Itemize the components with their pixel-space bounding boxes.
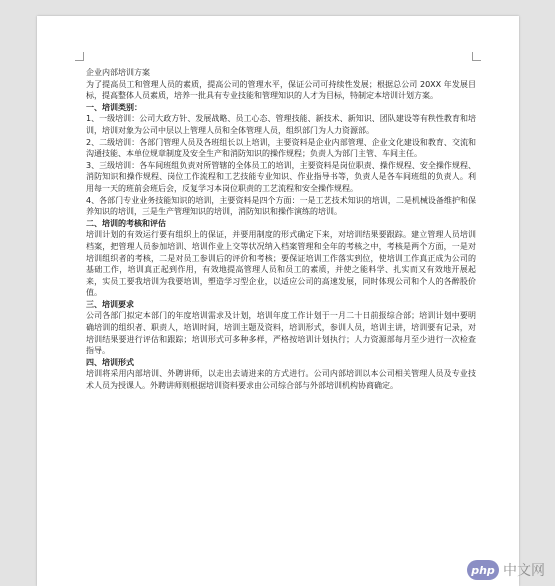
body-paragraph: 3、三级培训：各车间班组负责对所管辖的全体员工的培训，主要资料是岗位职责、操作规程、安全操作规程、消防知识和操作规程、岗位工作流程和工艺技能专业知识、作业指导书等，负责人是各车间班组的负责人。利用每一天的班前会班后会，反复学习本岗位职责的工艺流程和安全操作规程。 [86, 160, 476, 193]
document-title: 企业内部培训方案 [86, 68, 150, 77]
body-paragraph: 1、一级培训：公司大政方针、发展战略、员工心态、管理技能、新技术、新知识、团队建设等有秩性教育和培训，培训对象为公司中层以上管理人员和全体管理人员，组织部门为人力资源部。 [86, 114, 476, 135]
body-paragraph: 培训将采用内部培训、外聘讲师，以走出去请进来的方式进行。公司内部培训以本公司相关管理人员及专业技术人员为授课人。外聘讲师则根据培训资料要求由公司综合部与外部培训机构协商确定。 [86, 369, 476, 391]
margin-marker-top-right [472, 52, 481, 61]
body-paragraph: 为了提高员工和管理人员的素质，提高公司的管理水平，保证公司可持续性发展；根据总公司 20XX 年发展目标，提高整体人员素质，培养一批具有专业技能和管理知识的人才为目标，特制定本培训计划方案。 [86, 79, 476, 101]
body-paragraph: 公司各部门拟定本部门的年度培训需求及计划，培训年度工作计划于一月二十日前报综合部；培训计划中要明确培训的组织者、职责人，培训时间，培训主题及资料，培训形式，参训人员，培训主讲，培训要有记录，对培训结果要进行评估和跟踪；培训形式可多种多样，严格按培训计划执行；人力资源部每月至少进行一次检查指导。 [86, 311, 476, 356]
section-heading: 四、培训形式 [86, 357, 134, 367]
margin-marker-top-left [75, 52, 84, 61]
document-page [37, 16, 519, 586]
section-heading: 三、培训要求 [86, 299, 134, 309]
document-body[interactable] [86, 67, 476, 392]
body-paragraph: 2、二级培训：各部门管理人员及各班组长以上培训，主要资料是企业内部管理、企业文化建设和教育、交流和沟通技能、本单位规章制度及安全生产和消防知识的操作规程；负责人为部门主管、车间主任。 [86, 137, 476, 159]
watermark-site-text: 中文网 [503, 563, 545, 579]
section-heading: 二、培训的考核和评估 [86, 218, 166, 228]
body-paragraph: 4、各部门专业业务技能知识的培训，主要资料是四个方面：一是工艺技术知识的培训，二是机械设备维护和保养知识的培训，三是生产管理知识的培训，消防知识和操作演练的培训。 [86, 195, 476, 217]
body-paragraph: 培训计划的有效运行要有组织上的保证，并要用制度的形式确定下来，对培训结果要跟踪。建立管理人员培训档案，把管理人员参加培训、培训作业上交等状况纳入档案管理和全年的考核之中，考核是两个方面，一是对培训组织者的考核，二是对员工参训后的评价和考核；要保证培训工作落实到位，使培训工作真正成为公司的基础工作，培训真正起到作用，有效地提高管理人员和员工的素质，并使之能料学、扎实而又有效地开展起来，实员工要我培训为我要培训，塑造学习型企业，以适应公司的高速发展，同时体现公司和个人的各醉股价值。 [86, 230, 476, 298]
section-heading: 一、培训类别： [86, 102, 142, 112]
php-cn-watermark [467, 560, 545, 580]
php-logo: php [467, 560, 499, 580]
